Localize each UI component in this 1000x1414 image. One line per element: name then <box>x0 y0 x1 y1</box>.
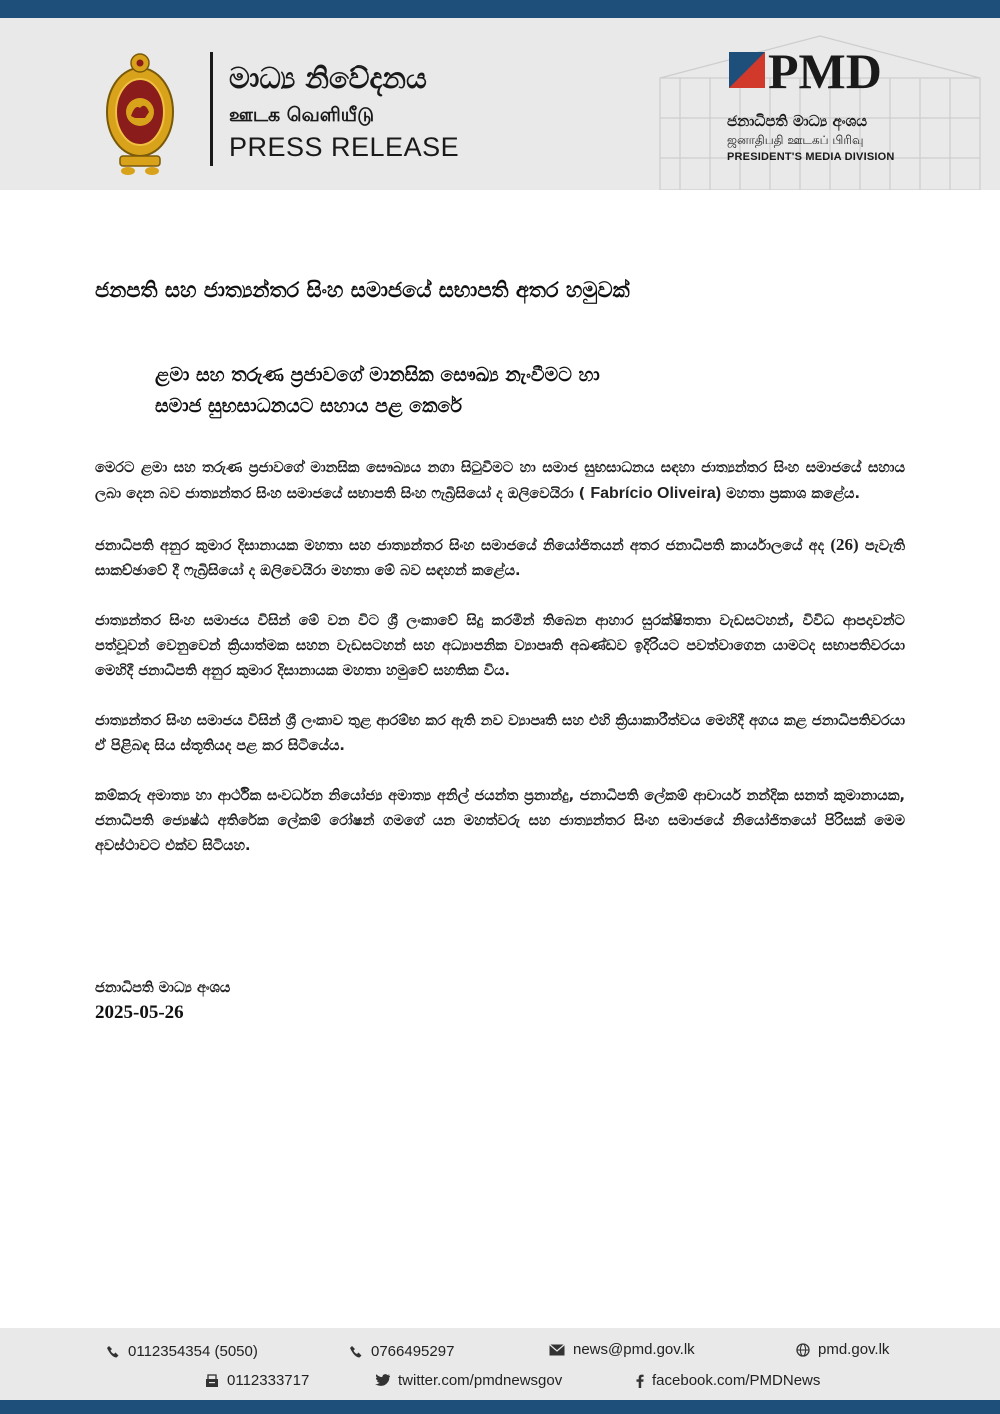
footer-facebook[interactable] <box>636 1372 820 1389</box>
fax-text: 0112333717 <box>227 1372 310 1389</box>
mail-icon <box>549 1344 565 1356</box>
subheadline <box>155 360 905 422</box>
subheadline-line-2: සමාජ සුභසාධනයට සහාය පළ කෙරේ <box>155 395 462 417</box>
title-sinhala: මාධ්‍ය නිවේදනය <box>229 61 427 95</box>
signoff-date: 2025-05-26 <box>95 1002 184 1023</box>
paragraph-1-text-b: මහතා ප්‍රකාශ කළේය. <box>721 486 860 502</box>
footer-phone-1[interactable] <box>106 1343 258 1360</box>
paragraph-1-text-a: මෙරට ළමා සහ තරුණ ප්‍රජාවගේ මානසික සෞඛ්‍යය නගා සිටුවීමට හා සමාජ සුභසාධනය සඳහා ජාත්‍යන්තර සිංහ සමාජයේ සහාය ලබා දෙන බව ජාත්‍යන්තර සිංහ සමාජයේ සභාපති සිංහ ෆැබ්‍රිසියෝ ද ඔලිවෙයිරා ( <box>95 460 905 502</box>
pmd-sinhala: ජනාධිපති මාධ්‍ය අංශය <box>727 112 868 130</box>
person-name: Fabrício Oliveira) <box>590 485 722 502</box>
article-body <box>95 276 905 884</box>
facebook-text: facebook.com/PMDNews <box>652 1372 821 1389</box>
twitter-icon <box>375 1374 390 1387</box>
facebook-icon <box>636 1374 644 1388</box>
footer-twitter[interactable] <box>375 1372 562 1389</box>
pmd-tamil: ஜனாதிபதி ஊடகப் பிரிவு <box>727 133 864 147</box>
paragraph-2-text-b: පැවැති සාකච්ඡාවේ දී ෆැබ්‍රිසියෝ ද ඔලිවෙයිරා මහතා මේ බව සඳහන් කළේය. <box>95 538 906 579</box>
paragraph-2-text-a: ජනාධිපති අනුර කුමාර දිසානායක මහතා සහ ජාත්‍යන්තර සිංහ සමාජයේ නියෝජිතයන් අතර ජනාධිපති කාර්යාලයේ අද <box>95 538 831 554</box>
headline: ජනපති සහ ජාත්‍යන්තර සිංහ සමාජයේ සභාපති අතර හමුවක් <box>95 278 630 302</box>
footer-fax[interactable] <box>205 1372 309 1389</box>
paragraph-2 <box>95 532 905 584</box>
paragraphs <box>95 456 905 859</box>
phone-2-text: 0766495297 <box>371 1343 455 1360</box>
paragraph-4: ජාත්‍යන්තර සිංහ සමාජය විසින් ශ්‍රී ලංකාව තුළ ආරම්භ කර ඇති නව ව්‍යාපෘති සහ එහි ක්‍රියාකාරීත්වය මෙහිදී අගය කළ ජනාධිපතිවරයා ඒ පිළිබඳ සිය ස්තූතියද පළ කර සිටියේය. <box>95 713 905 754</box>
pmd-logo-text: PMD <box>768 43 882 99</box>
globe-icon <box>796 1343 810 1357</box>
pmd-english: PRESIDENT'S MEDIA DIVISION <box>727 151 895 163</box>
website-text: pmd.gov.lk <box>818 1341 890 1358</box>
title-tamil: ஊடக வெளியீடு <box>229 104 375 126</box>
press-release-title <box>229 60 459 162</box>
footer-email[interactable] <box>549 1341 695 1358</box>
header-divider <box>210 52 213 166</box>
signoff-office: ජනාධිපති මාධ්‍ය අංශය <box>95 980 231 996</box>
twitter-text: twitter.com/pmdnewsgov <box>398 1372 563 1389</box>
email-text: news@pmd.gov.lk <box>573 1341 695 1358</box>
date-number: (26) <box>830 535 859 554</box>
paragraph-3: ජාත්‍යන්තර සිංහ සමාජය විසින් මේ වන විට ශ්‍රී ලංකාවේ සිදු කරමින් තිබෙන ආහාර සුරක්ෂිතතා වැඩසටහන්, විවිධ ආපදාවන්ට පත්වූවන් වෙනුවෙන් ක්‍රියාත්මක සහන වැඩසටහන් සහ අධ්‍යාපනික ව්‍යාපෘති අඛණ්ඩව ඉදිරියට පවත්වාගෙන යාමටද සභාපතිවරයා මෙහිදී ජනාධිපති අනුර කුමාර දිසානායක මහතා හමුවේ සහතික විය. <box>95 613 905 679</box>
footer-website[interactable] <box>796 1341 889 1358</box>
paragraph-1 <box>95 456 905 507</box>
title-english: PRESS RELEASE <box>229 132 460 162</box>
sri-lanka-emblem-icon <box>104 50 176 180</box>
paragraph-5: කම්කරු අමාත්‍ය හා ආර්ථික සංවර්ධන නියෝජ්‍ය අමාත්‍ය අනිල් ජයන්ත ප්‍රනාන්දු, ජනාධිපති ලේකම් ආචාර්ය නන්දික සනත් කුමානායක, ජනාධිපති ජ්‍යෙෂ්ඨ අතිරේක ලේකම් රෝෂන් ගමගේ යන මහත්වරු සහ ජාත්‍යන්තර සිංහ සමාජයේ නියෝජිතයෝ පිරිසක් මෙම අවස්ථාවට එක්ව සිටියහ. <box>95 788 905 854</box>
phone-icon <box>106 1345 120 1359</box>
footer-phone-2[interactable] <box>349 1343 454 1360</box>
footer-contacts <box>0 1328 1000 1400</box>
fax-icon <box>205 1374 219 1388</box>
pmd-logo-icon <box>729 52 765 88</box>
top-color-bar <box>0 0 1000 18</box>
bottom-color-bar <box>0 1400 1000 1414</box>
phone-icon <box>349 1345 363 1359</box>
letterhead <box>0 18 1000 190</box>
subheadline-line-1: ළමා සහ තරුණ ප්‍රජාවගේ මානසික සෞඛ්‍ය නැංවීමට හා <box>155 364 600 386</box>
signoff <box>95 980 230 1024</box>
phone-1-text: 0112354354 (5050) <box>128 1343 258 1360</box>
